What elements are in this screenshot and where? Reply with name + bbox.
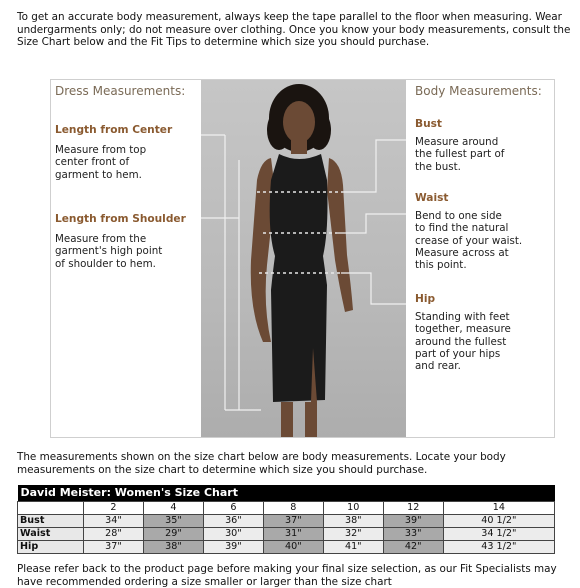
- size-header-cell: 8: [263, 501, 323, 514]
- size-chart-title: David Meister: Women's Size Chart: [18, 485, 555, 501]
- table-cell: 31": [263, 527, 323, 540]
- table-cell: 28": [84, 527, 144, 540]
- table-cell: 39": [203, 540, 263, 553]
- table-cell: 40": [263, 540, 323, 553]
- table-cell: 37": [84, 540, 144, 553]
- waist-desc: Bend to one side to find the natural crease of your waist. Measure across at this point.: [415, 210, 523, 272]
- bust-desc: Measure around the fullest part of the bust.: [415, 136, 505, 173]
- table-cell: 30": [203, 527, 263, 540]
- table-cell: 29": [143, 527, 203, 540]
- table-cell: 38": [323, 514, 383, 527]
- table-row: [18, 540, 555, 553]
- table-cell: 35": [143, 514, 203, 527]
- length-from-shoulder-label: Length from Shoulder: [55, 213, 186, 225]
- body-measurements-title: Body Measurements:: [415, 84, 542, 98]
- table-cell: 43 1/2": [443, 540, 554, 553]
- length-from-center-label: Length from Center: [55, 124, 173, 136]
- table-cell: 33": [383, 527, 443, 540]
- table-row: [18, 527, 555, 540]
- size-chart-note: The measurements shown on the size chart below are body measurements. Locate your body measurements on the size chart to determine which size you should purchase.: [17, 451, 506, 476]
- size-header-cell: 12: [383, 501, 443, 514]
- size-header-cell: 6: [203, 501, 263, 514]
- bottom-note: Please refer back to the product page before making your final size selection, as our Fit Specialists may have recommended ordering a size smaller or larger than the size chart: [17, 563, 557, 588]
- length-from-center-desc: Measure from top center front of garment to hem.: [55, 144, 147, 181]
- table-cell: 37": [263, 514, 323, 527]
- size-chart-table: [17, 485, 555, 554]
- table-cell: 34": [84, 514, 144, 527]
- hip-label: Hip: [415, 293, 436, 305]
- bust-label: Bust: [415, 118, 442, 130]
- table-cell: 39": [383, 514, 443, 527]
- intro-text: To get an accurate body measurement, always keep the tape parallel to the floor when measuring. Wear undergarments only; do not measure over clothing. Once you know your body measurements, consult the Size Chart below and the Fit Tips to determine which size you should purchase.: [17, 11, 571, 49]
- size-header-cell: 10: [323, 501, 383, 514]
- table-cell: 38": [143, 540, 203, 553]
- measurement-guide-panel: [50, 79, 555, 438]
- model-figure-icon: [201, 80, 406, 437]
- size-header-cell: 4: [143, 501, 203, 514]
- model-photo: [201, 80, 406, 437]
- row-label-hip: Hip: [18, 540, 84, 553]
- size-header-row: [18, 501, 555, 514]
- row-label-waist: Waist: [18, 527, 84, 540]
- row-label-bust: Bust: [18, 514, 84, 527]
- table-cell: 41": [323, 540, 383, 553]
- table-cell: 34 1/2": [443, 527, 554, 540]
- table-cell: 32": [323, 527, 383, 540]
- waist-label: Waist: [415, 192, 449, 204]
- length-from-shoulder-desc: Measure from the garment's high point of shoulder to hem.: [55, 233, 163, 270]
- dress-measurements-title: Dress Measurements:: [55, 84, 186, 98]
- table-cell: 42": [383, 540, 443, 553]
- size-header-cell: 2: [84, 501, 144, 514]
- size-header-empty: [18, 501, 84, 514]
- table-row: [18, 514, 555, 527]
- size-header-cell: 14: [443, 501, 554, 514]
- table-cell: 36": [203, 514, 263, 527]
- hip-desc: Standing with feet together, measure around the fullest part of your hips and rear.: [415, 311, 511, 373]
- table-cell: 40 1/2": [443, 514, 554, 527]
